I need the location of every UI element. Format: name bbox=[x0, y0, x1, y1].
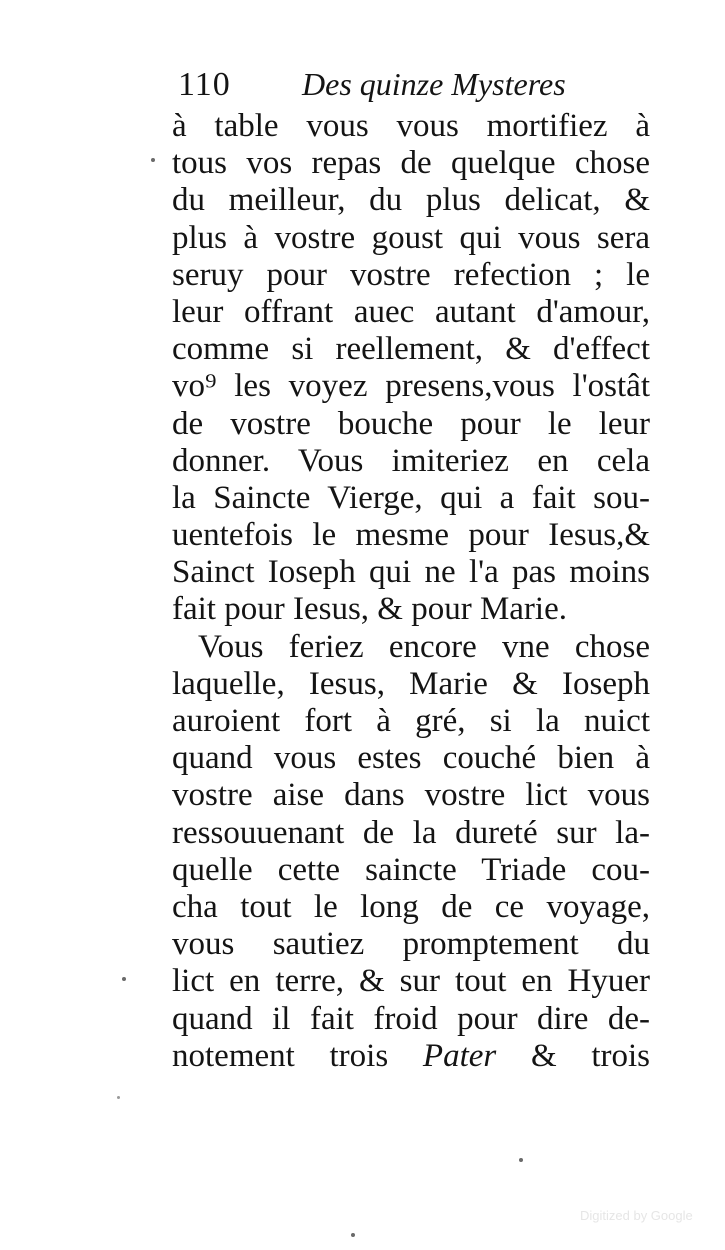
text-line: cha tout le long de ce voyage, bbox=[172, 888, 650, 925]
text-line: comme si reellement, & d'effect bbox=[172, 331, 650, 368]
text-line: fait pour Iesus, & pour Marie. bbox=[172, 591, 567, 628]
text-line: vous sautiez promptement du bbox=[172, 926, 650, 963]
ink-speck bbox=[519, 1158, 523, 1162]
text-line-final-start: notement trois bbox=[172, 1037, 389, 1074]
text-line-final bbox=[172, 1038, 650, 1075]
page-header bbox=[178, 66, 638, 110]
text-line: auroient fort à gré, si la nuict bbox=[172, 703, 650, 739]
ink-speck bbox=[151, 158, 155, 162]
ink-speck bbox=[122, 977, 126, 981]
text-line: vo⁹ les voyez presens,vous l'ostât bbox=[172, 368, 650, 405]
text-line: lict en terre, & sur tout en Hyuer bbox=[172, 963, 650, 1000]
text-line: de vostre bouche pour le leur bbox=[172, 405, 650, 442]
text-line: seruy pour vostre refection ; le bbox=[172, 256, 650, 293]
ink-speck bbox=[117, 1096, 120, 1099]
page-number: 110 bbox=[178, 66, 231, 103]
text-line: Vous feriez encore vne chose bbox=[198, 628, 650, 665]
text-line: à table vous vous mortifiez à bbox=[172, 108, 650, 144]
catchword-rest: & trois bbox=[496, 1037, 651, 1074]
text-line: plus à vostre goust qui vous sera bbox=[172, 219, 650, 256]
body-text bbox=[172, 108, 650, 1075]
text-line: tous vos repas de quelque chose bbox=[172, 145, 650, 182]
text-line: donner. Vous imiteriez en cela bbox=[172, 442, 650, 479]
text-line: quand il fait froid pour dire de- bbox=[172, 1000, 650, 1037]
text-line: uentefois le mesme pour Iesus,& bbox=[172, 517, 650, 554]
running-title: Des quinze Mysteres bbox=[302, 66, 566, 102]
text-line: leur offrant auec autant d'amour, bbox=[172, 293, 650, 330]
text-line: laquelle, Iesus, Marie & Ioseph bbox=[172, 665, 650, 702]
text-line: la Saincte Vierge, qui a fait sou- bbox=[172, 479, 650, 516]
text-line: Sainct Ioseph qui ne l'a pas moins bbox=[172, 554, 650, 591]
text-line: quelle cette saincte Triade cou- bbox=[172, 851, 650, 888]
watermark: Digitized by Google bbox=[580, 1208, 693, 1223]
text-line: du meilleur, du plus delicat, & bbox=[172, 182, 650, 219]
catchword-pater: Pater bbox=[422, 1037, 497, 1074]
ink-speck bbox=[351, 1233, 355, 1237]
text-line: ressouuenant de la dureté sur la- bbox=[172, 814, 650, 851]
text-line: quand vous estes couché bien à bbox=[172, 740, 650, 777]
text-line: vostre aise dans vostre lict vous bbox=[172, 777, 650, 814]
